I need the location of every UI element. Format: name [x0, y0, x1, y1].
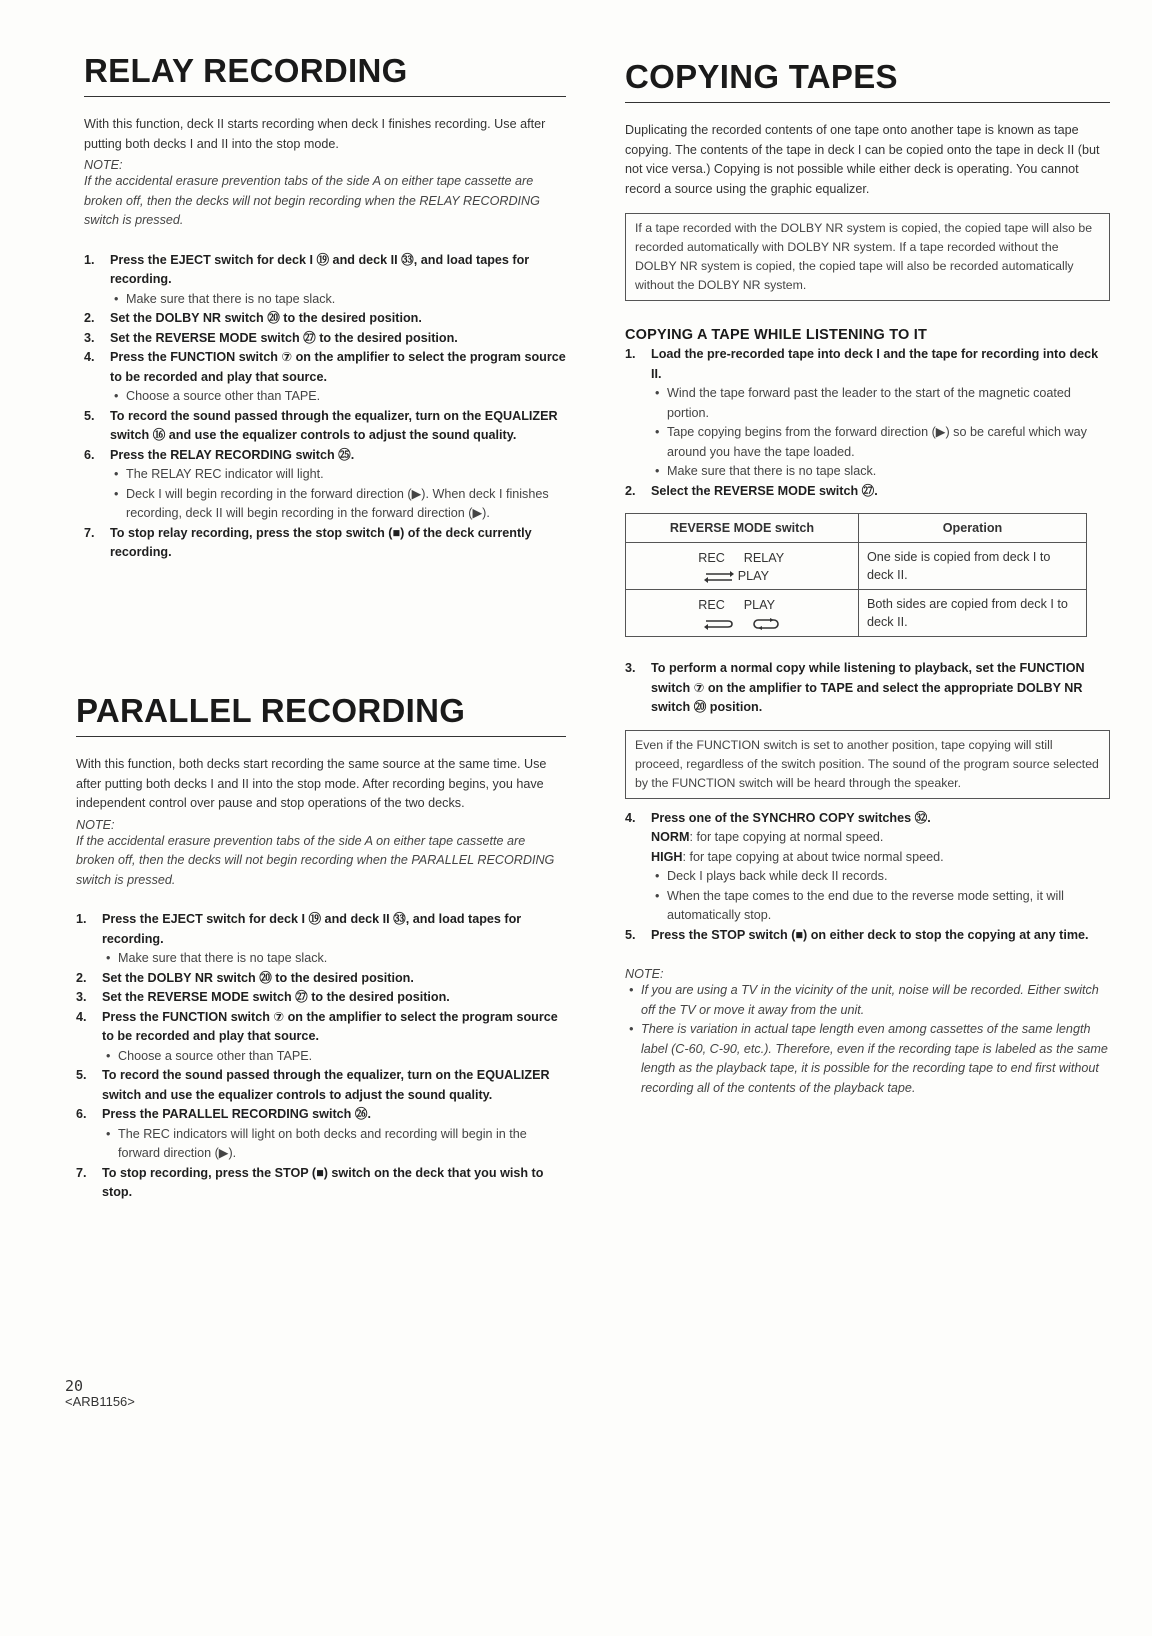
rec-mode-label: PLAY	[743, 598, 776, 612]
copying-step-1: 1. Load the pre-recorded tape into deck I and the tape for recording into deck II. • Wind the tape forward past the leader to the start of the magnetic coated portion. • Tape copying begins from the forward direction (▶) so be careful which way around you have the tape loaded. • Make sure that there is no tape slack.	[625, 345, 1110, 482]
relay-note-label: NOTE:	[84, 158, 123, 172]
relay-step-1-bullet-1: • Make sure that there is no tape slack.	[110, 290, 566, 310]
copying-intro: Duplicating the recorded contents of one tape onto another tape is known as tape copying. The contents of the tape in deck I can be copied onto the tape in deck II (but not vice versa.) Copying is not possible while either deck is operating. You cannot record a source using the graphic equalizer.	[625, 123, 1100, 196]
parallel-note-label: NOTE:	[76, 817, 115, 832]
parallel-title-rule	[76, 736, 566, 737]
copying-title-rule	[625, 102, 1110, 103]
copying-note-label: NOTE:	[625, 967, 664, 981]
function-switch-note-box: Even if the FUNCTION switch is set to another position, tape copying will still proceed, regardless of the switch position. The sound of the program source selected by the FUNCTION switch will be heard through the speaker.	[625, 730, 1110, 799]
copying-step-1-bullet-3: • Make sure that there is no tape slack.	[651, 462, 1110, 482]
relay-step-6: 6. Press the RELAY RECORDING switch ㉕. • The RELAY REC indicator will light. • Deck I will begin recording in the forward direction (▶). When deck I finishes recording, deck II will begin recording in the forward direction (▶).	[84, 446, 566, 524]
operation-col-header: Operation	[859, 514, 1087, 543]
parallel-recording-section	[76, 692, 566, 1203]
copying-title: COPYING TAPES	[625, 58, 898, 95]
parallel-step-6-bullet-1: • The REC indicators will light on both decks and recording will begin in the forward direction (▶).	[102, 1125, 566, 1164]
document-code: <ARB1156>	[65, 1394, 135, 1409]
parallel-title: PARALLEL RECORDING	[76, 692, 466, 729]
dolby-copy-note-box: If a tape recorded with the DOLBY NR system is copied, the copied tape will also be recorded automatically with DOLBY NR system. If a tape recorded without the DOLBY NR system is copied, the copied tape will also be recorded automatically without the DOLBY NR system.	[625, 213, 1110, 301]
rec-label: REC	[698, 598, 725, 612]
copying-note-1: • If you are using a TV in the vicinity of the unit, noise will be recorded. Either switch off the TV or move it away from the unit.	[625, 981, 1110, 1020]
parallel-note-text: If the accidental erasure prevention tabs of the side A on either tape cassette are broken off, then the decks will not begin recording when the PARALLEL RECORDING switch is pressed.	[76, 833, 555, 887]
relay-step-7: 7. To stop relay recording, press the stop switch (■) of the deck currently recording.	[84, 525, 532, 559]
copying-subheading: COPYING A TAPE WHILE LISTENING TO IT	[625, 327, 928, 343]
copying-step-4-bullet-2: • When the tape comes to the end due to the reverse mode setting, it will automatically stop.	[651, 887, 1110, 926]
relay-note-text: If the accidental erasure prevention tabs of the side A on either tape cassette are broken off, then the decks will not begin recording when the RELAY RECORDING switch is pressed.	[84, 174, 540, 227]
copying-step-1-bullet-2: • Tape copying begins from the forward direction (▶) so be careful which way around you have the tape loaded.	[651, 423, 1110, 462]
copying-steps-a	[625, 345, 1110, 501]
relay-step-1: 1. Press the EJECT switch for deck I ⑲ and deck II ㉝, and load tapes for recording. • Make sure that there is no tape slack.	[84, 251, 566, 310]
operation-cell: One side is copied from deck I to deck II.	[859, 543, 1087, 590]
relay-step-6-bullet-1: • The RELAY REC indicator will light.	[110, 465, 566, 485]
both-sides-mode-icon	[751, 618, 781, 630]
parallel-step-7: 7. To stop recording, press the STOP (■) switch on the deck that you wish to stop.	[76, 1165, 544, 1199]
play-label: PLAY	[737, 569, 770, 583]
table-row	[626, 590, 1087, 637]
relay-mode-icon	[704, 571, 734, 583]
parallel-step-4: 4. Press the FUNCTION switch ⑦ on the amplifier to select the program source to be recorded and play that source. • Choose a source other than TAPE.	[76, 1008, 566, 1067]
parallel-step-4-bullet-1: • Choose a source other than TAPE.	[102, 1047, 566, 1067]
reverse-mode-col-header: REVERSE MODE switch	[626, 514, 859, 543]
norm-line: NORM: for tape copying at normal speed.	[651, 830, 884, 844]
table-row	[626, 543, 1087, 590]
operation-cell: Both sides are copied from deck I to deck II.	[859, 590, 1087, 637]
parallel-step-1-bullet-1: • Make sure that there is no tape slack.	[102, 949, 566, 969]
relay-step-3: 3. Set the REVERSE MODE switch ㉗ to the desired position.	[84, 330, 458, 345]
parallel-step-1: 1. Press the EJECT switch for deck I ⑲ and deck II ㉝, and load tapes for recording. • Make sure that there is no tape slack.	[76, 910, 566, 969]
reverse-mode-table	[625, 513, 1087, 637]
relay-title-rule	[84, 96, 566, 97]
copying-step-1-bullet-1: • Wind the tape forward past the leader to the start of the magnetic coated portion.	[651, 384, 1110, 423]
copying-steps-c	[625, 809, 1110, 946]
parallel-step-5: 5. To record the sound passed through the equalizer, turn on the EQUALIZER switch and use the equalizer controls to adjust the sound quality.	[76, 1068, 550, 1102]
page-number: 20	[65, 1377, 84, 1395]
rec-label: REC	[698, 551, 725, 565]
page-footer	[65, 1378, 135, 1410]
copying-step-4-bullet-1: • Deck I plays back while deck II records.	[651, 867, 1110, 887]
parallel-intro: With this function, both decks start recording the same source at the same time. Use after putting both decks I and II into the stop mode. After recording begins, you have independent control over pause and stop operations of the two decks.	[76, 757, 547, 810]
relay-step-6-bullet-2: • Deck I will begin recording in the forward direction (▶). When deck I finishes recording, deck II will begin recording in the forward direction (▶).	[110, 485, 566, 524]
reverse-mode-cell	[626, 543, 859, 590]
high-line: HIGH: for tape copying at about twice normal speed.	[651, 849, 944, 864]
copying-tapes-section	[625, 58, 1110, 1098]
relay-step-4: 4. Press the FUNCTION switch ⑦ on the amplifier to select the program source to be recorded and play that source. • Choose a source other than TAPE.	[84, 348, 566, 407]
relay-recording-section	[84, 52, 566, 563]
copying-step-5: 5. Press the STOP switch (■) on either deck to stop the copying at any time.	[625, 927, 1089, 942]
rec-both-sides-icon	[704, 618, 734, 630]
relay-step-5: 5. To record the sound passed through the equalizer, turn on the EQUALIZER switch ⑯ and use the equalizer controls to adjust the sound quality.	[84, 408, 558, 442]
copying-steps-b	[625, 659, 1110, 718]
reverse-mode-cell	[626, 590, 859, 637]
parallel-step-2: 2. Set the DOLBY NR switch ⑳ to the desired position.	[76, 970, 414, 985]
copying-step-2: 2. Select the REVERSE MODE switch ㉗.	[625, 483, 878, 498]
rec-mode-label: RELAY	[743, 551, 785, 565]
parallel-step-3: 3. Set the REVERSE MODE switch ㉗ to the desired position.	[76, 990, 450, 1004]
copying-note-2: • There is variation in actual tape length even among cassettes of the same length label (C-60, C-90, etc.). Therefore, even if the recording tape is labeled as the same length as the playback tape, it is possible for the recording tape to end first without recording all of the contents of the playback tape.	[625, 1020, 1110, 1098]
copying-step-4: 4. Press one of the SYNCHRO COPY switches ㉜. NORM: for tape copying at normal speed. HIGH: for tape copying at about twice normal speed. • Deck I plays back while deck II records. • When the tape comes to the end due to the reverse mode setting, it will automatically stop.	[625, 809, 1110, 926]
relay-title: RELAY RECORDING	[84, 52, 408, 89]
parallel-step-6: 6. Press the PARALLEL RECORDING switch ㉖. • The REC indicators will light on both decks and recording will begin in the forward direction (▶).	[76, 1105, 566, 1164]
relay-step-2: 2. Set the DOLBY NR switch ⑳ to the desired position.	[84, 311, 422, 325]
relay-steps	[84, 251, 566, 563]
reverse-mode-table-header	[626, 514, 1087, 543]
relay-intro: With this function, deck II starts recording when deck I finishes recording. Use after putting both decks I and II into the stop mode.	[84, 117, 546, 151]
relay-step-4-bullet-1: • Choose a source other than TAPE.	[110, 387, 566, 407]
parallel-steps	[76, 910, 566, 1203]
copying-step-3: 3. To perform a normal copy while listening to playback, set the FUNCTION switch ⑦ on the amplifier to TAPE and select the appropriate DOLBY NR switch ⑳ position.	[625, 661, 1085, 714]
